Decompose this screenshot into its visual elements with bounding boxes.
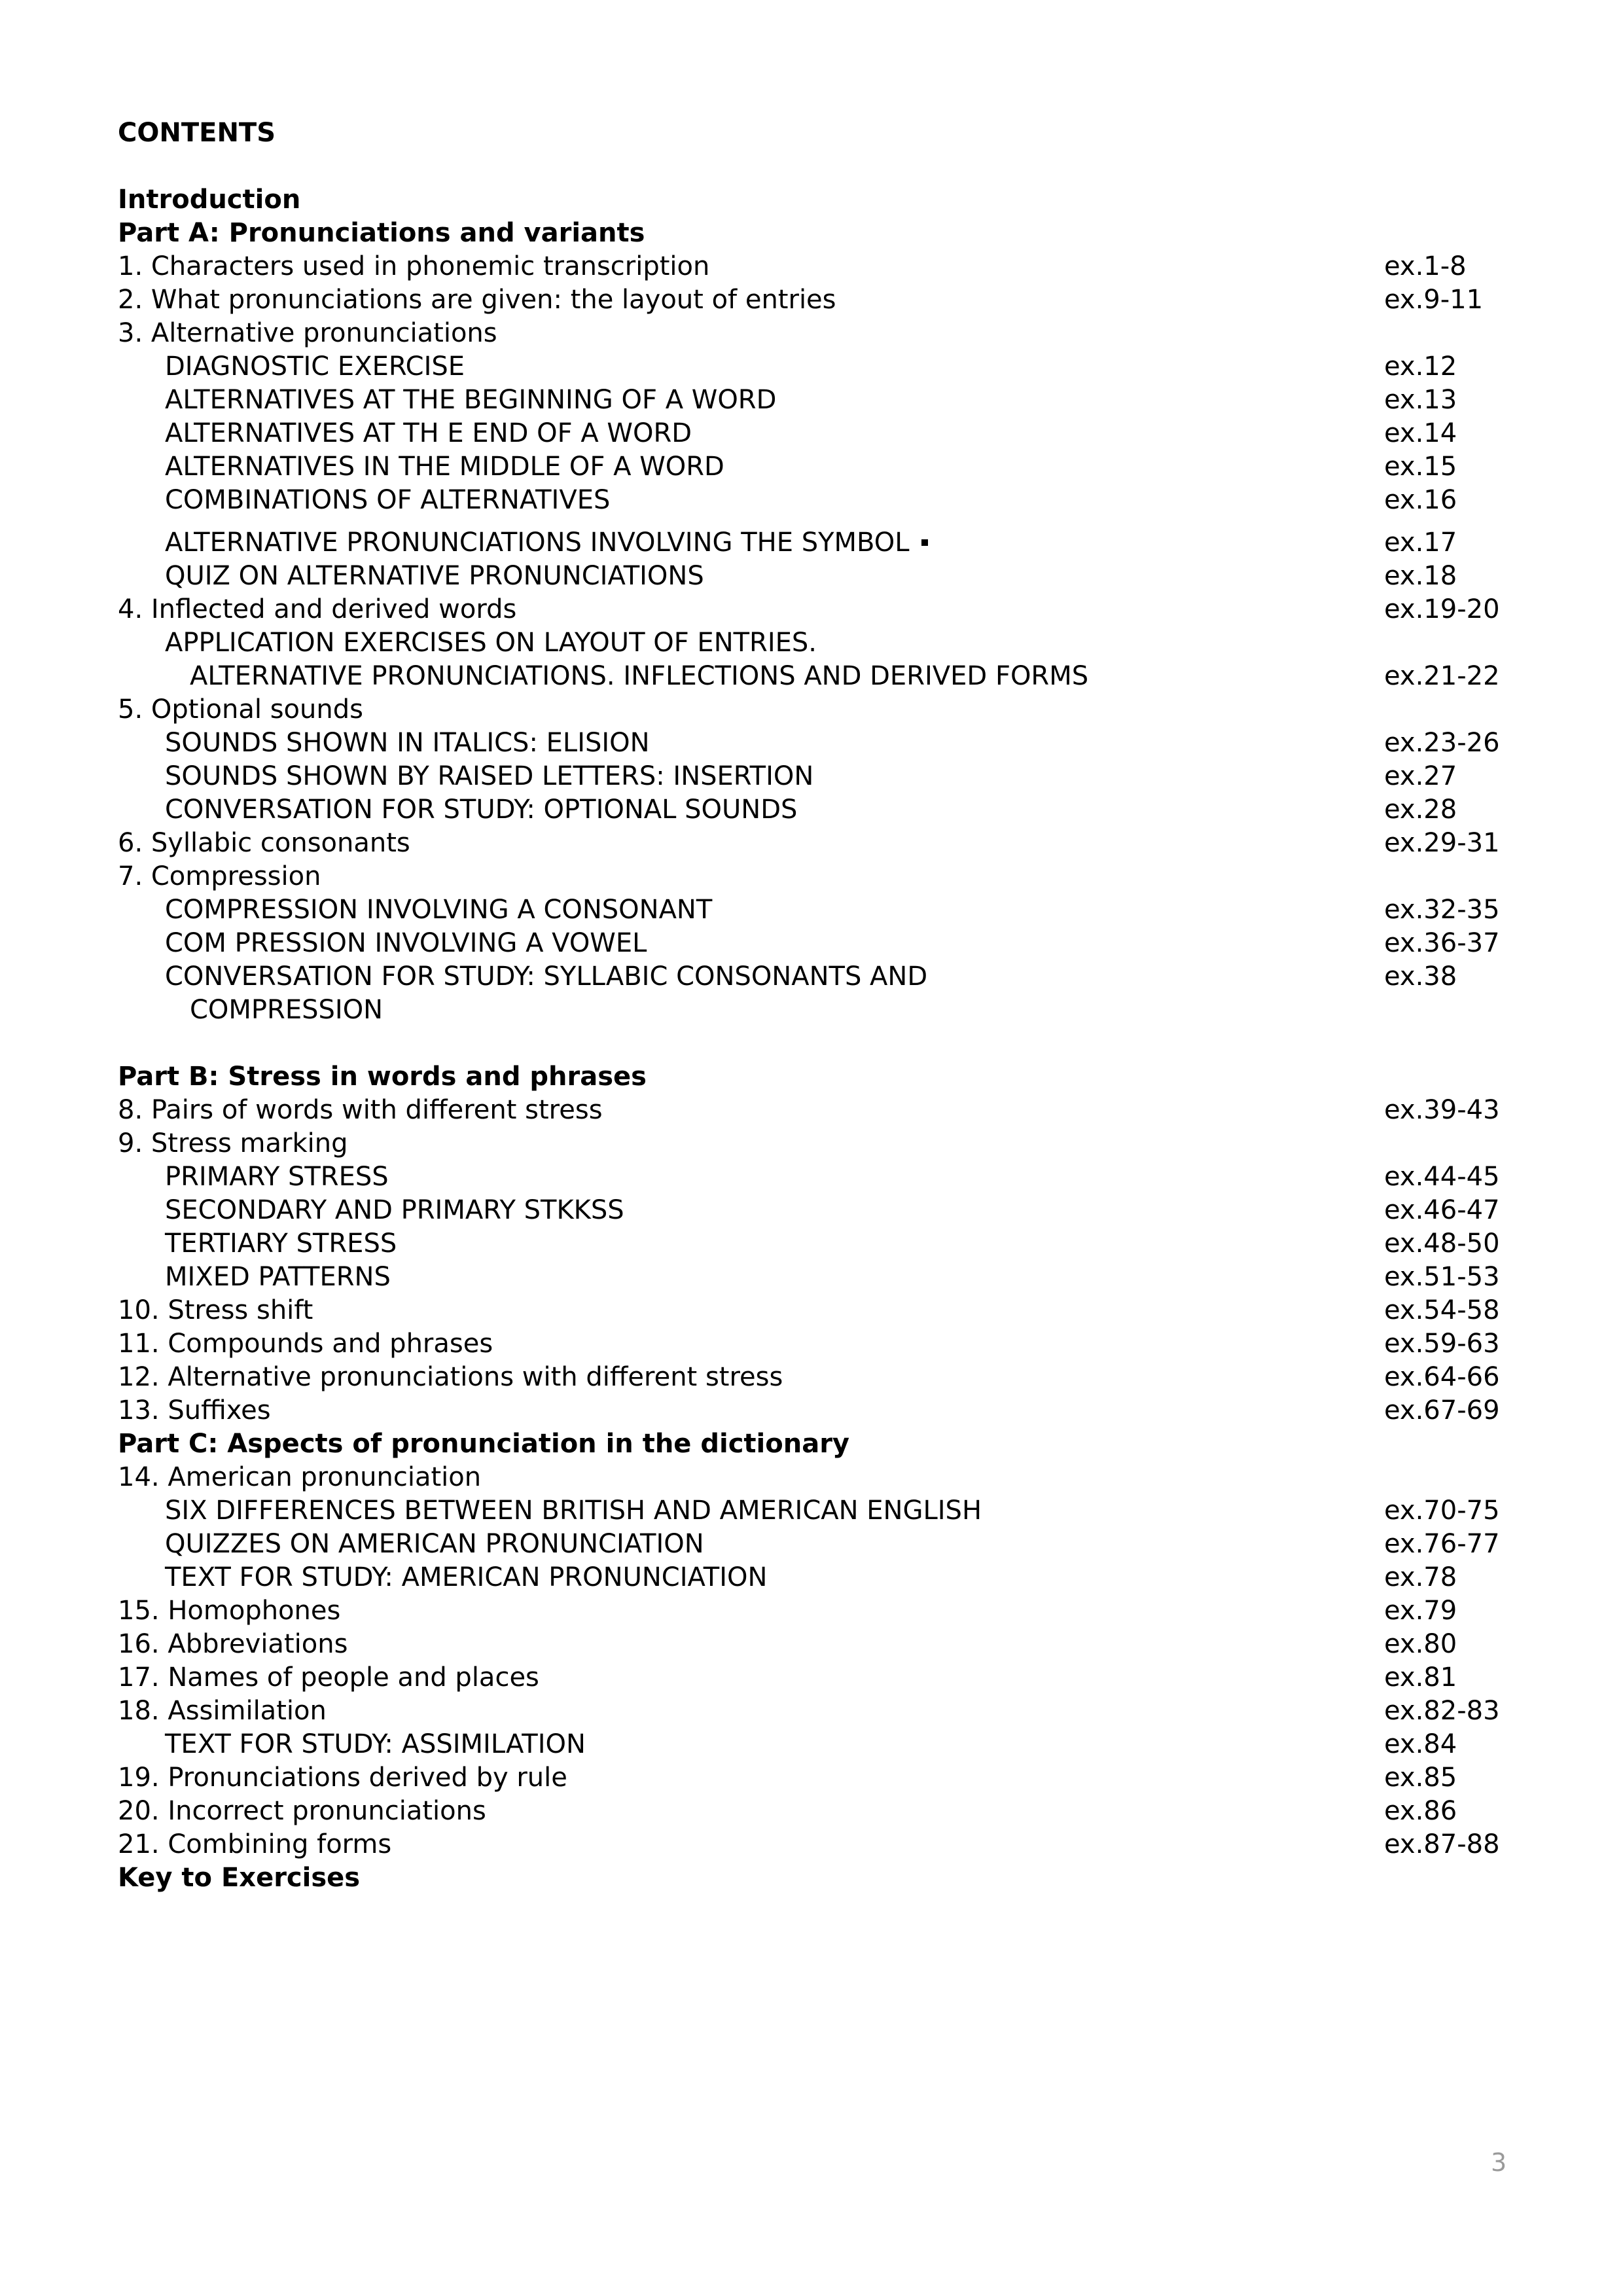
exercise-ref: ex.76-77 xyxy=(1384,1529,1500,1559)
toc-row xyxy=(118,893,1505,927)
toc-entry: 8. Pairs of words with different stress xyxy=(118,1095,603,1125)
toc-row xyxy=(118,827,1505,860)
exercise-ref: ex.17 xyxy=(1384,528,1457,558)
toc-subentry-text: ALTERNATIVE PRONUNCIATIONS INVOLVING THE SYMBOL xyxy=(165,528,910,558)
toc-subentry: ALTERNATIVES IN THE MIDDLE OF A WORD xyxy=(165,452,724,482)
part-c-heading xyxy=(118,1427,1505,1461)
toc-entry: 7. Compression xyxy=(118,861,321,891)
toc-row xyxy=(118,1695,1505,1728)
toc-row xyxy=(118,450,1505,484)
exercise-ref: ex.36-37 xyxy=(1384,928,1500,958)
exercise-ref: ex.13 xyxy=(1384,385,1457,415)
contents-title: CONTENTS xyxy=(118,118,276,148)
page-title xyxy=(118,117,1505,150)
toc-row xyxy=(118,994,1505,1027)
toc-entry: 3. Alternative pronunciations xyxy=(118,318,497,348)
exercise-ref: ex.78 xyxy=(1384,1562,1457,1592)
part-b-heading xyxy=(118,1060,1505,1094)
toc-entry: 6. Syllabic consonants xyxy=(118,828,410,858)
exercise-ref: ex.12 xyxy=(1384,351,1457,382)
exercise-ref: ex.46-47 xyxy=(1384,1195,1500,1225)
page-number: 3 xyxy=(1491,2148,1507,2177)
toc-row xyxy=(118,1327,1505,1361)
exercise-ref: ex.9-11 xyxy=(1384,285,1484,315)
toc-entry: 20. Incorrect pronunciations xyxy=(118,1796,486,1826)
toc-row xyxy=(118,1194,1505,1227)
toc-row xyxy=(118,1561,1505,1594)
exercise-ref: ex.85 xyxy=(1384,1763,1457,1793)
toc-row xyxy=(118,1728,1505,1761)
key-to-exercises-label: Key to Exercises xyxy=(118,1863,361,1893)
introduction-label: Introduction xyxy=(118,185,301,215)
toc-entry: 11. Compounds and phrases xyxy=(118,1329,493,1359)
toc-entry: 2. What pronunciations are given: the layout of entries xyxy=(118,285,836,315)
exercise-ref: ex.19-20 xyxy=(1384,594,1500,624)
toc-row xyxy=(118,560,1505,593)
exercise-ref: ex.54-58 xyxy=(1384,1295,1500,1325)
toc-entry: 17. Names of people and places xyxy=(118,1662,539,1693)
toc-row xyxy=(118,760,1505,793)
toc-subentry: APPLICATION EXERCISES ON LAYOUT OF ENTRIES. xyxy=(165,628,817,658)
toc-subentry: COMPRESSION INVOLVING A CONSONANT xyxy=(165,895,713,925)
toc-row xyxy=(118,1795,1505,1828)
toc-row xyxy=(118,1528,1505,1561)
toc-subentry: SIX DIFFERENCES BETWEEN BRITISH AND AMERICAN ENGLISH xyxy=(165,1496,982,1526)
toc-row xyxy=(118,350,1505,384)
toc-entry: 16. Abbreviations xyxy=(118,1629,348,1659)
toc-row xyxy=(118,1294,1505,1327)
toc-row xyxy=(118,593,1505,626)
exercise-ref: ex.67-69 xyxy=(1384,1395,1500,1426)
part-b-label: Part B: Stress in words and phrases xyxy=(118,1062,647,1092)
toc-subentry: ALTERNATIVE PRONUNCIATIONS. INFLECTIONS AND DERIVED FORMS xyxy=(190,661,1089,691)
toc-subentry: ALTERNATIVES AT THE BEGINNING OF A WORD xyxy=(165,385,777,415)
toc-subentry: SOUNDS SHOWN BY RAISED LETTERS: INSERTION xyxy=(165,761,814,791)
part-a-heading xyxy=(118,217,1505,250)
exercise-ref: ex.38 xyxy=(1384,961,1457,992)
exercise-ref: ex.1-8 xyxy=(1384,251,1467,281)
exercise-ref: ex.79 xyxy=(1384,1596,1457,1626)
toc-entry: 19. Pronunciations derived by rule xyxy=(118,1763,567,1793)
toc-row xyxy=(118,660,1505,693)
toc-row xyxy=(118,1661,1505,1695)
exercise-ref: ex.28 xyxy=(1384,795,1457,825)
exercise-ref: ex.21-22 xyxy=(1384,661,1500,691)
toc-row xyxy=(118,1160,1505,1194)
exercise-ref: ex.14 xyxy=(1384,418,1457,448)
toc-row xyxy=(118,526,1505,560)
toc-row xyxy=(118,1494,1505,1528)
toc-subentry: SECONDARY AND PRIMARY STKKSS xyxy=(165,1195,624,1225)
toc-entry: 10. Stress shift xyxy=(118,1295,313,1325)
toc-row xyxy=(118,860,1505,893)
toc-row xyxy=(118,1361,1505,1394)
exercise-ref: ex.16 xyxy=(1384,485,1457,515)
exercise-ref: ex.80 xyxy=(1384,1629,1457,1659)
toc-row xyxy=(118,1628,1505,1661)
toc-row xyxy=(118,693,1505,726)
toc-subentry: CONVERSATION FOR STUDY: SYLLABIC CONSONANTS AND xyxy=(165,961,928,992)
toc-row xyxy=(118,1094,1505,1127)
exercise-ref: ex.59-63 xyxy=(1384,1329,1500,1359)
exercise-ref: ex.29-31 xyxy=(1384,828,1500,858)
exercise-ref: ex.87-88 xyxy=(1384,1829,1500,1859)
toc-subentry: COMBINATIONS OF ALTERNATIVES xyxy=(165,485,611,515)
toc-row xyxy=(118,1227,1505,1261)
toc-subentry: SOUNDS SHOWN IN ITALICS: ELISION xyxy=(165,728,650,758)
exercise-ref: ex.18 xyxy=(1384,561,1457,591)
toc-entry: 1. Characters used in phonemic transcription xyxy=(118,251,710,281)
toc-row xyxy=(118,484,1505,517)
exercise-ref: ex.51-53 xyxy=(1384,1262,1500,1292)
toc-subentry: TEXT FOR STUDY: AMERICAN PRONUNCIATION xyxy=(165,1562,768,1592)
toc-row xyxy=(118,1394,1505,1427)
key-heading xyxy=(118,1861,1505,1895)
toc-row xyxy=(118,793,1505,827)
toc-row xyxy=(118,384,1505,417)
toc-entry: 4. Inflected and derived words xyxy=(118,594,517,624)
toc-subentry: QUIZ ON ALTERNATIVE PRONUNCIATIONS xyxy=(165,561,704,591)
toc-entry: 15. Homophones xyxy=(118,1596,341,1626)
toc-entry: 21. Combining forms xyxy=(118,1829,392,1859)
exercise-ref: ex.48-50 xyxy=(1384,1229,1500,1259)
exercise-ref: ex.15 xyxy=(1384,452,1457,482)
toc-subentry: PRIMARY STRESS xyxy=(165,1162,389,1192)
toc-entry: 12. Alternative pronunciations with different stress xyxy=(118,1362,783,1392)
toc-subentry: QUIZZES ON AMERICAN PRONUNCIATION xyxy=(165,1529,704,1559)
exercise-ref: ex.84 xyxy=(1384,1729,1457,1759)
exercise-ref: ex.23-26 xyxy=(1384,728,1500,758)
toc-subentry: TERTIARY STRESS xyxy=(165,1229,397,1259)
part-a-label: Part A: Pronunciations and variants xyxy=(118,218,645,248)
symbol-marker-icon xyxy=(921,539,928,546)
toc-row xyxy=(118,626,1505,660)
toc-row xyxy=(118,1261,1505,1294)
exercise-ref: ex.44-45 xyxy=(1384,1162,1500,1192)
toc-entry: 9. Stress marking xyxy=(118,1128,348,1158)
toc-subentry: MIXED PATTERNS xyxy=(165,1262,391,1292)
toc-row xyxy=(118,317,1505,350)
toc-subentry: DIAGNOSTIC EXERCISE xyxy=(165,351,465,382)
exercise-ref: ex.32-35 xyxy=(1384,895,1500,925)
exercise-ref: ex.81 xyxy=(1384,1662,1457,1693)
toc-row xyxy=(118,927,1505,960)
toc-subentry: CONVERSATION FOR STUDY: OPTIONAL SOUNDS xyxy=(165,795,798,825)
toc-row xyxy=(118,1761,1505,1795)
part-c-label: Part C: Aspects of pronunciation in the dictionary xyxy=(118,1429,849,1459)
toc-row xyxy=(118,417,1505,450)
exercise-ref: ex.39-43 xyxy=(1384,1095,1500,1125)
toc-entry: 14. American pronunciation xyxy=(118,1462,482,1492)
toc-entry: 13. Suffixes xyxy=(118,1395,271,1426)
toc-subentry: TEXT FOR STUDY: ASSIMILATION xyxy=(165,1729,586,1759)
toc-row xyxy=(118,283,1505,317)
toc-subentry: ALTERNATIVES AT TH E END OF A WORD xyxy=(165,418,692,448)
toc-row xyxy=(118,1828,1505,1861)
toc-row xyxy=(118,1594,1505,1628)
toc-row xyxy=(118,1461,1505,1494)
toc-entry: 5. Optional sounds xyxy=(118,694,363,725)
toc-entry: 18. Assimilation xyxy=(118,1696,327,1726)
toc-subentry xyxy=(165,526,928,560)
exercise-ref: ex.70-75 xyxy=(1384,1496,1500,1526)
toc-row xyxy=(118,726,1505,760)
exercise-ref: ex.86 xyxy=(1384,1796,1457,1826)
introduction-heading xyxy=(118,183,1505,217)
exercise-ref: ex.27 xyxy=(1384,761,1457,791)
toc-row xyxy=(118,960,1505,994)
toc-row xyxy=(118,1127,1505,1160)
toc-row xyxy=(118,250,1505,283)
toc-subentry: COMPRESSION xyxy=(190,995,383,1025)
exercise-ref: ex.82-83 xyxy=(1384,1696,1500,1726)
toc-subentry: COM PRESSION INVOLVING A VOWEL xyxy=(165,928,647,958)
table-of-contents xyxy=(118,117,1505,1895)
exercise-ref: ex.64-66 xyxy=(1384,1362,1500,1392)
